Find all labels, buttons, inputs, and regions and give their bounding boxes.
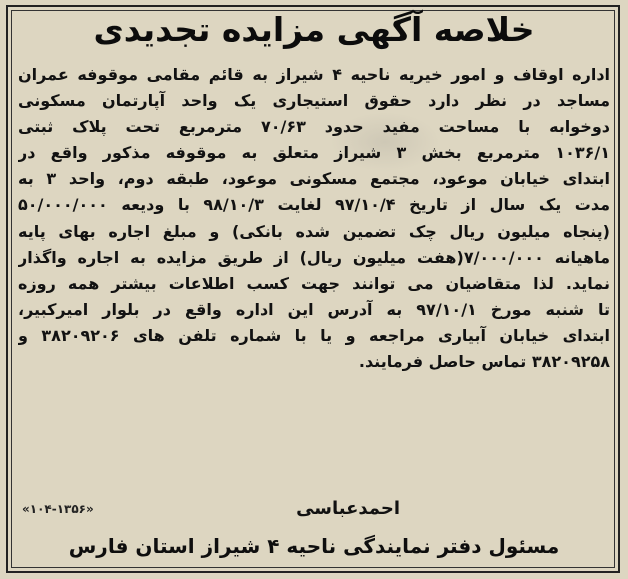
body-line: ماهیانه ۷/۰۰۰/۰۰۰(هفت میلیون ریال) از طریق مزایده به اجاره واگذار (18, 247, 610, 267)
notice-body (18, 62, 610, 375)
signature-row (18, 497, 610, 521)
body-line: ابتدای خیابان موعود، مجتمع مسکونی موعود، طبقه دوم، واحد ۳ به (18, 169, 610, 189)
body-line: مساجد در نظر دارد حقوق استیجاری یک واحد آپارتمان مسکونی (18, 91, 610, 111)
body-line: نماید. لذا متقاضیان می توانند جهت کسب اطلاعات بیشتر همه روزه (18, 273, 610, 293)
body-line: (پنجاه میلیون ریال چک تضمین شده بانکی) و مبلغ اجاره بهای پایه (18, 221, 610, 241)
notice-title: خلاصه آگهی مزایده تجدیدی (93, 10, 535, 49)
body-line: ابتدای خیابان آبیاری مراجعه و یا با شماره تلفن های ۳۸۲۰۹۲۰۶ و (18, 325, 610, 345)
body-line: اداره اوقاف و امور خیریه ناحیه ۴ شیراز به قائم مقامی موقوفه عمران (18, 65, 610, 84)
body-line: ۱۰۳۶/۱ مترمربع بخش ۳ شیراز متعلق به موقوفه مذکور واقع در (18, 143, 610, 163)
body-line: ۳۸۲۰۹۲۵۸ تماس حاصل فرمایند. (358, 352, 610, 372)
body-line: تا شنبه مورخ ۹۷/۱۰/۱ به آدرس این اداره واقع در بلوار امیرکبیر، (18, 299, 610, 319)
office-title: مسئول دفتر نمایندگی ناحیه ۴ شیراز استان فارس (68, 534, 560, 558)
signer-name: احمدعباسی (296, 498, 400, 519)
body-line: دوخوابه با مساحت مفید حدود ۷۰/۶۳ مترمربع تحت پلاک ثبتی (18, 117, 610, 137)
notice-code: «۱۰۴-۱۳۵۶» (22, 502, 94, 516)
body-line: مدت یک سال از تاریخ ۹۷/۱۰/۴ لغایت ۹۸/۱۰/۳ با ودیعه ۵۰/۰۰۰/۰۰۰ (18, 195, 610, 215)
